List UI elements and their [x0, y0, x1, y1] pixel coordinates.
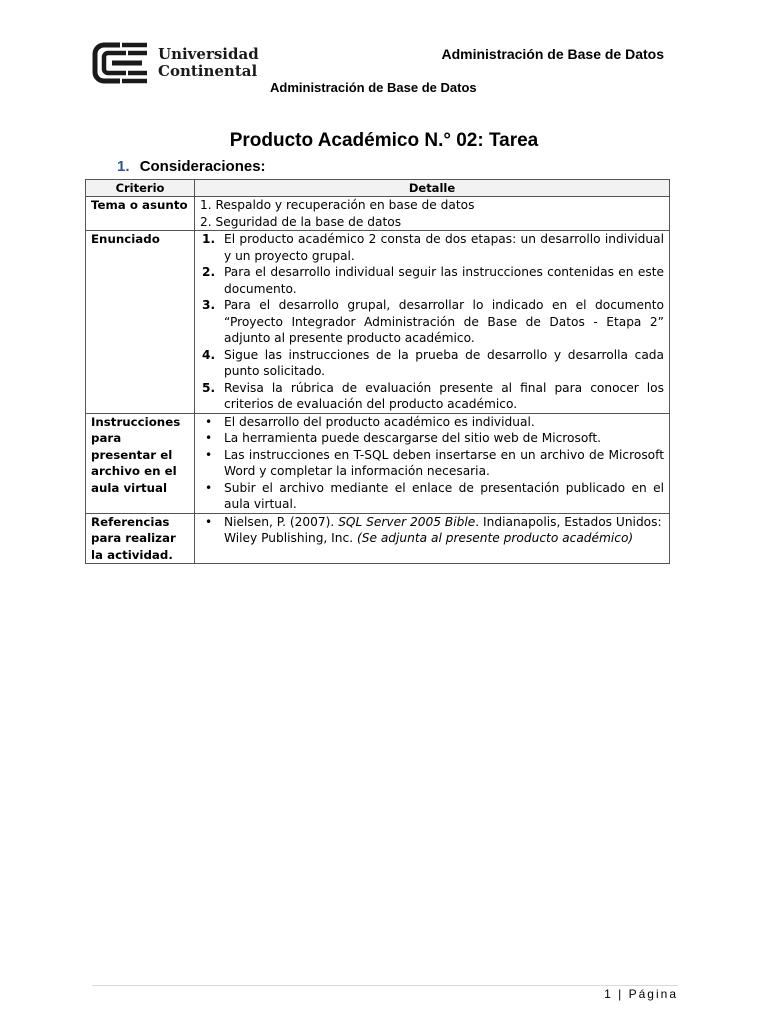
section-number: 1. [117, 158, 130, 175]
table-header-row [86, 180, 670, 197]
tema-item-2: 2. Seguridad de la base de datos [200, 214, 402, 229]
header-course-title: Administración de Base de Datos [441, 46, 664, 62]
list-text: Subir el archivo mediante el enlace de presentación publicado en el aula virtual. [224, 480, 664, 511]
list-text: Revisa la rúbrica de evaluación presente al final para conocer los criterios de evaluación del producto académico. [224, 380, 664, 411]
bullet-icon: • [205, 514, 213, 529]
logo-line-2: Continental [158, 62, 258, 80]
bullet-icon: • [205, 480, 213, 495]
footer-divider [92, 985, 678, 986]
list-item [200, 380, 664, 413]
table-row-enunciado [86, 231, 670, 414]
considerations-table [85, 179, 670, 564]
logo-line-1: Universidad [158, 45, 259, 63]
list-text: El desarrollo del producto académico es individual. [224, 414, 535, 429]
page-number: 1 | Página [604, 987, 678, 1001]
list-item [200, 297, 664, 347]
list-number: 1. [202, 232, 216, 246]
section-label: Consideraciones: [139, 158, 266, 175]
ref-publisher: . Indianapolis, Estados Unidos: Wiley Publishing, Inc. [224, 514, 662, 545]
criterio-referencias: Referencias para realizar la actividad. [86, 513, 195, 564]
criterio-tema: Tema o asunto [86, 197, 195, 231]
page-title: Producto Académico N.° 02: Tarea [229, 130, 539, 151]
list-number: 3. [202, 298, 216, 312]
list-text: El producto académico 2 consta de dos etapas: un desarrollo individual y un proyecto grupal. [224, 232, 664, 263]
list-item [200, 447, 664, 480]
header-criterio: Criterio [86, 180, 195, 197]
list-text: Para el desarrollo grupal, desarrollar lo indicado en el documento “Proyecto Integrador Administración de Base de Datos - Etapa 2” adjunto al presente producto académico. [224, 298, 664, 345]
ref-note: (Se adjunta al presente producto académico) [356, 531, 634, 545]
detalle-tema [195, 197, 670, 231]
instrucciones-list [200, 414, 664, 513]
detalle-enunciado [195, 231, 670, 414]
university-logo-icon [92, 42, 150, 84]
logo-text [158, 46, 259, 80]
university-logo [92, 42, 259, 84]
bullet-icon: • [205, 414, 213, 429]
list-item [200, 514, 664, 547]
list-text: Las instrucciones en T-SQL deben insertarse en un archivo de Microsoft Word y completar la información necesaria. [224, 447, 664, 478]
list-text: Sigue las instrucciones de la prueba de desarrollo y desarrolla cada punto solicitado. [224, 347, 664, 378]
list-item [200, 264, 664, 297]
detalle-instrucciones [195, 413, 670, 513]
table-row-tema [86, 197, 670, 231]
ref-book-title: SQL Server 2005 Bible [338, 514, 476, 529]
detalle-referencias [195, 513, 670, 564]
list-item [200, 347, 664, 380]
bullet-icon: • [205, 431, 213, 445]
list-number: 4. [202, 347, 216, 362]
list-item [200, 231, 664, 264]
ref-author: Nielsen, P. (2007). [224, 514, 339, 529]
criterio-enunciado: Enunciado [86, 231, 195, 414]
criterio-instrucciones: Instrucciones para presentar el archivo en el aula virtual [86, 413, 195, 513]
tema-item-1: 1. Respaldo y recuperación en base de datos [200, 198, 475, 212]
table-row-referencias [86, 513, 670, 564]
header-subtitle: Administración de Base de Datos [270, 80, 477, 95]
header-detalle: Detalle [195, 180, 670, 197]
table-row-instrucciones [86, 413, 670, 513]
referencias-list [200, 514, 664, 547]
list-item [200, 430, 664, 447]
bullet-icon: • [205, 447, 213, 462]
list-text: Para el desarrollo individual seguir las instrucciones contenidas en este documento. [224, 265, 664, 296]
list-number: 5. [202, 380, 216, 395]
enunciado-list [200, 231, 664, 413]
list-item [200, 414, 664, 431]
section-heading [117, 158, 266, 175]
list-text: La herramienta puede descargarse del sitio web de Microsoft. [224, 431, 602, 445]
list-item [200, 480, 664, 513]
list-number: 2. [202, 265, 216, 279]
